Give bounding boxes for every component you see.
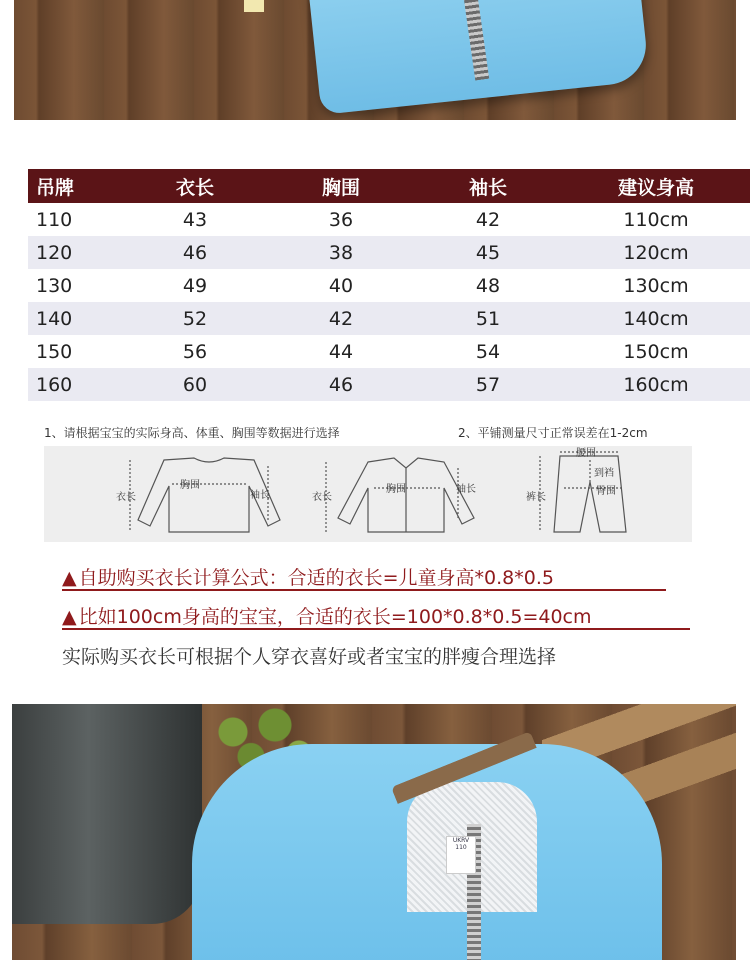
header-chest: 胸围 xyxy=(321,176,360,199)
table-row xyxy=(28,236,750,269)
formula-text-1: 自助购买衣长计算公式：合适的衣长=儿童身高*0.8*0.5 xyxy=(78,567,554,589)
pants-length-label: 裤长 xyxy=(526,492,546,503)
header-tag-size: 吊牌 xyxy=(36,176,75,199)
shirt-sleeve-label: 袖长 xyxy=(456,484,476,495)
formula-line-1 xyxy=(62,563,554,590)
sweater-length-label: 衣长 xyxy=(116,492,136,503)
shirt-length-label: 衣长 xyxy=(312,492,332,503)
metal-bucket-image xyxy=(12,704,202,924)
underline-1 xyxy=(62,589,666,591)
photo-tag xyxy=(244,0,264,12)
cell: 42 xyxy=(475,208,501,231)
table-row xyxy=(28,269,750,302)
cell: 60 xyxy=(182,373,208,396)
cell: 48 xyxy=(475,274,501,297)
cell: 130 xyxy=(36,274,73,297)
cell: 150 xyxy=(36,340,73,363)
cell: 38 xyxy=(328,241,354,264)
underline-2 xyxy=(62,628,690,630)
pants-rise-label: 到裆 xyxy=(594,468,614,479)
cell: 140cm xyxy=(623,307,689,330)
cell: 42 xyxy=(328,307,354,330)
triangle-icon: ▲ xyxy=(62,606,77,628)
triangle-icon: ▲ xyxy=(62,567,77,589)
cell: 120cm xyxy=(623,241,689,264)
sweater-chest-label: 胸围 xyxy=(180,480,200,491)
diagram-canvas xyxy=(44,446,692,542)
table-header xyxy=(28,169,750,203)
table-row xyxy=(28,203,750,236)
cell: 54 xyxy=(475,340,501,363)
note-selection-advice: 1、请根据宝宝的实际身高、体重、胸围等数据进行选择 xyxy=(44,426,340,440)
cell: 120 xyxy=(36,241,73,264)
table-row xyxy=(28,335,750,368)
cell: 160 xyxy=(36,373,73,396)
shirt-chest-label: 胸围 xyxy=(386,484,406,495)
size-table xyxy=(28,169,750,401)
cell: 56 xyxy=(182,340,208,363)
cell: 160cm xyxy=(623,373,689,396)
pants-hip-label: 臀围 xyxy=(596,486,616,497)
table-row xyxy=(28,302,750,335)
cell: 45 xyxy=(475,241,501,264)
note-measurement-error: 2、平铺测量尺寸正常误差在1-2cm xyxy=(458,426,648,440)
cell: 52 xyxy=(182,307,208,330)
header-sleeve: 袖长 xyxy=(468,176,507,199)
product-photo-top xyxy=(14,0,736,120)
cell: 46 xyxy=(328,373,354,396)
cell: 57 xyxy=(475,373,501,396)
header-length: 衣长 xyxy=(175,176,214,199)
cell: 130cm xyxy=(623,274,689,297)
cell: 140 xyxy=(36,307,73,330)
formula-line-2 xyxy=(62,602,592,629)
pants-waist-label: 腰围 xyxy=(576,448,596,459)
shirt-diagram xyxy=(326,458,474,532)
brand-label-tag: UKRV 110 xyxy=(446,836,476,874)
purchase-advice: 实际购买衣长可根据个人穿衣喜好或者宝宝的胖瘦合理选择 xyxy=(62,646,557,668)
cell: 51 xyxy=(475,307,501,330)
cell: 36 xyxy=(328,208,354,231)
table-row xyxy=(28,368,750,401)
cell: 110 xyxy=(36,208,73,231)
cell: 49 xyxy=(182,274,208,297)
cell: 43 xyxy=(182,208,208,231)
measurement-diagrams xyxy=(44,446,692,542)
cell: 150cm xyxy=(623,340,689,363)
sweater-sleeve-label: 袖长 xyxy=(250,490,270,501)
header-height: 建议身高 xyxy=(617,176,694,199)
cell: 44 xyxy=(328,340,354,363)
cell: 40 xyxy=(328,274,354,297)
cell: 46 xyxy=(182,241,208,264)
product-photo-bottom xyxy=(12,704,736,960)
cell: 110cm xyxy=(623,208,689,231)
formula-text-2: 比如100cm身高的宝宝，合适的衣长=100*0.8*0.5=40cm xyxy=(78,606,592,628)
